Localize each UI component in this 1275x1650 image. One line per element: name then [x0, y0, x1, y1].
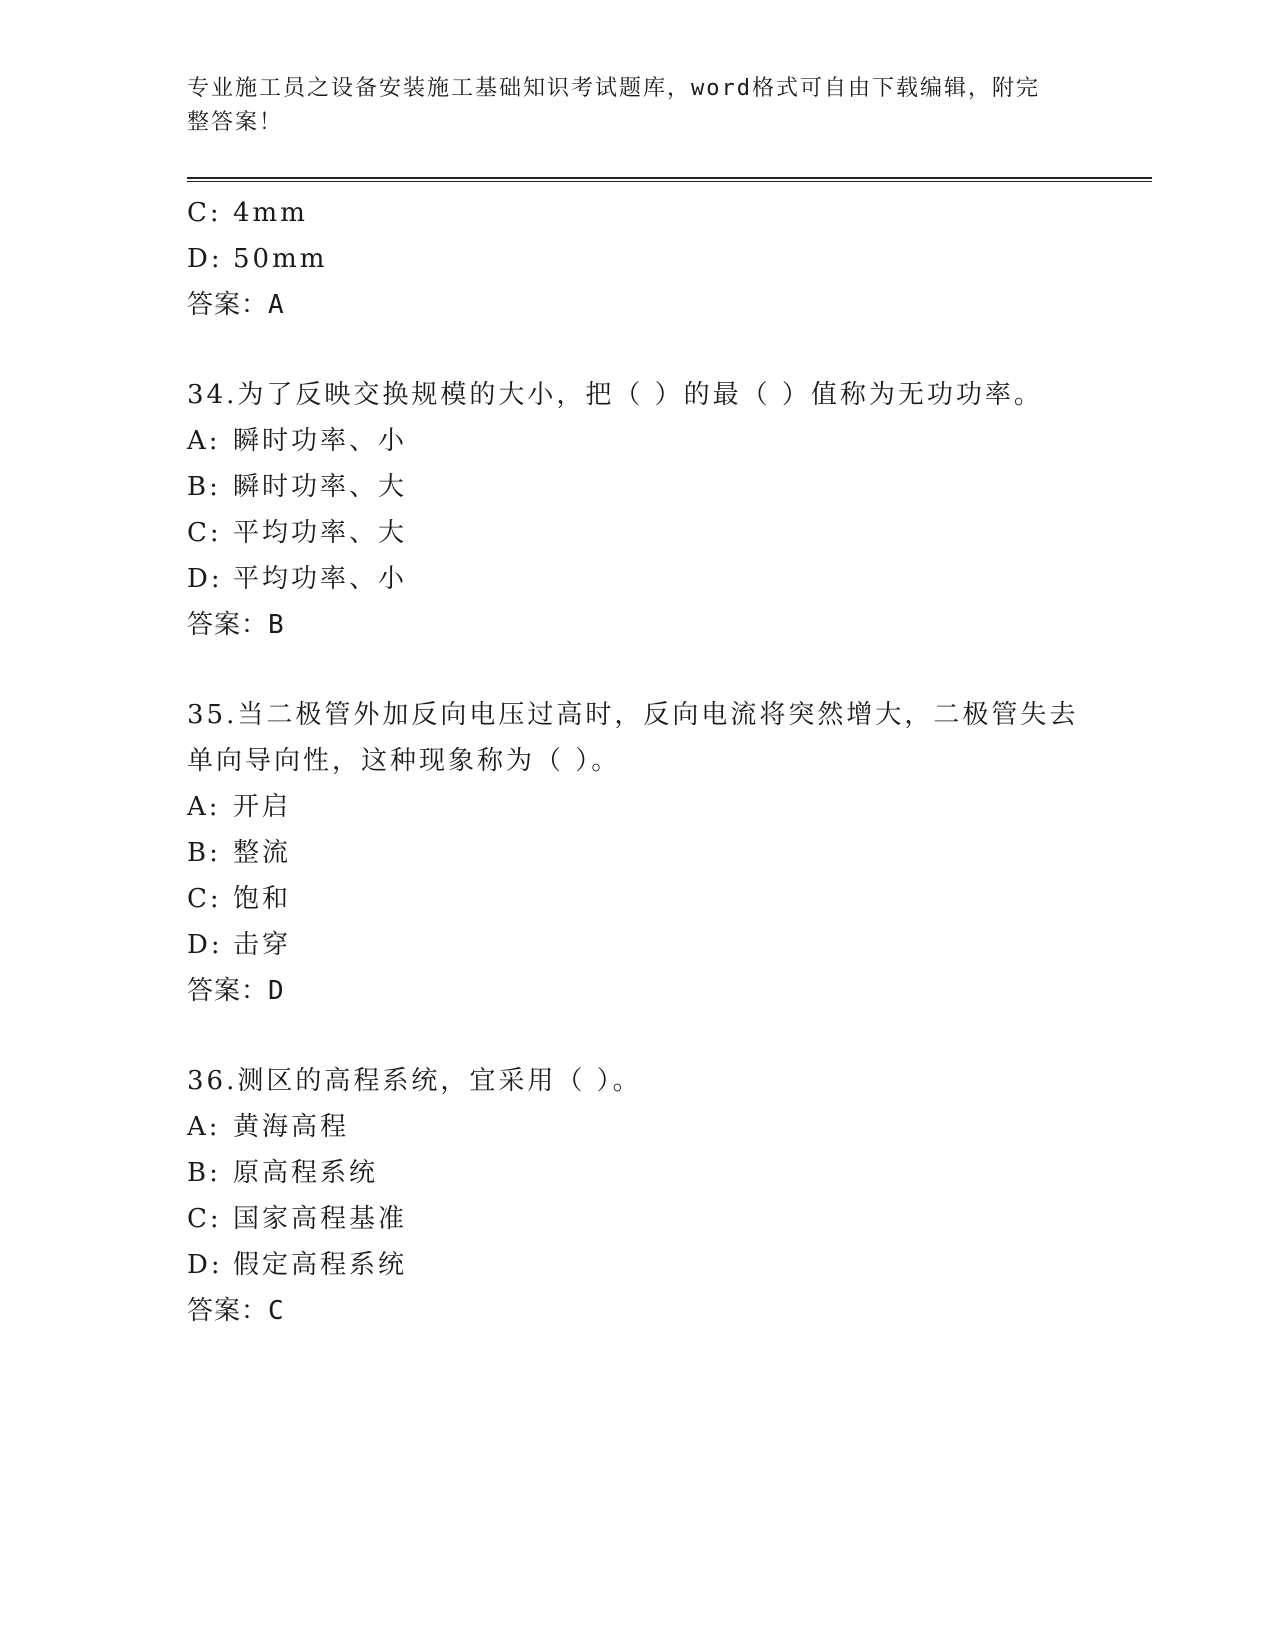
option-c: C: 饱和: [187, 884, 292, 914]
header-divider: [187, 177, 1152, 182]
option-d: D: 假定高程系统: [187, 1250, 408, 1280]
question-36: [187, 1058, 1087, 1334]
question-list: [187, 190, 1087, 1334]
option-b: B: 整流: [187, 838, 292, 868]
question-35: [187, 692, 1087, 1014]
question-stem: 35.当二极管外加反向电压过高时，反向电流将突然增大，二极管失去: [187, 700, 1079, 730]
option-a: A: 开启: [187, 792, 292, 822]
question-34: [187, 372, 1087, 648]
answer-line: 答案：A: [187, 290, 285, 320]
option-b: B: 原高程系统: [187, 1158, 379, 1188]
answer-line: 答案：D: [187, 976, 285, 1006]
header-line-1: 专业施工员之设备安装施工基础知识考试题库，word格式可自由下载编辑，附完: [187, 76, 1040, 101]
question-stem: 34.为了反映交换规模的大小，把（ ）的最（ ）值称为无功功率。: [187, 380, 1043, 410]
header-line-2: 整答案！: [187, 110, 284, 135]
question-stem-continued: 单向导向性，这种现象称为（ ）。: [187, 746, 621, 776]
option-b: B: 瞬时功率、大: [187, 472, 408, 502]
option-d: D: 击穿: [187, 930, 292, 960]
option-c: C: 平均功率、大: [187, 518, 408, 548]
option-d: D: 平均功率、小: [187, 564, 408, 594]
option-c: C: 4mm: [187, 198, 308, 228]
option-a: A: 瞬时功率、小: [187, 426, 408, 456]
answer-line: 答案：C: [187, 1296, 285, 1326]
option-a: A: 黄海高程: [187, 1112, 350, 1142]
question-stem: 36.测区的高程系统，宜采用（ ）。: [187, 1066, 642, 1096]
answer-line: 答案：B: [187, 610, 285, 640]
prev-question-tail: [187, 190, 1087, 328]
page-header: [187, 72, 1067, 140]
option-c: C: 国家高程基准: [187, 1204, 408, 1234]
option-d: D: 50mm: [187, 244, 328, 274]
